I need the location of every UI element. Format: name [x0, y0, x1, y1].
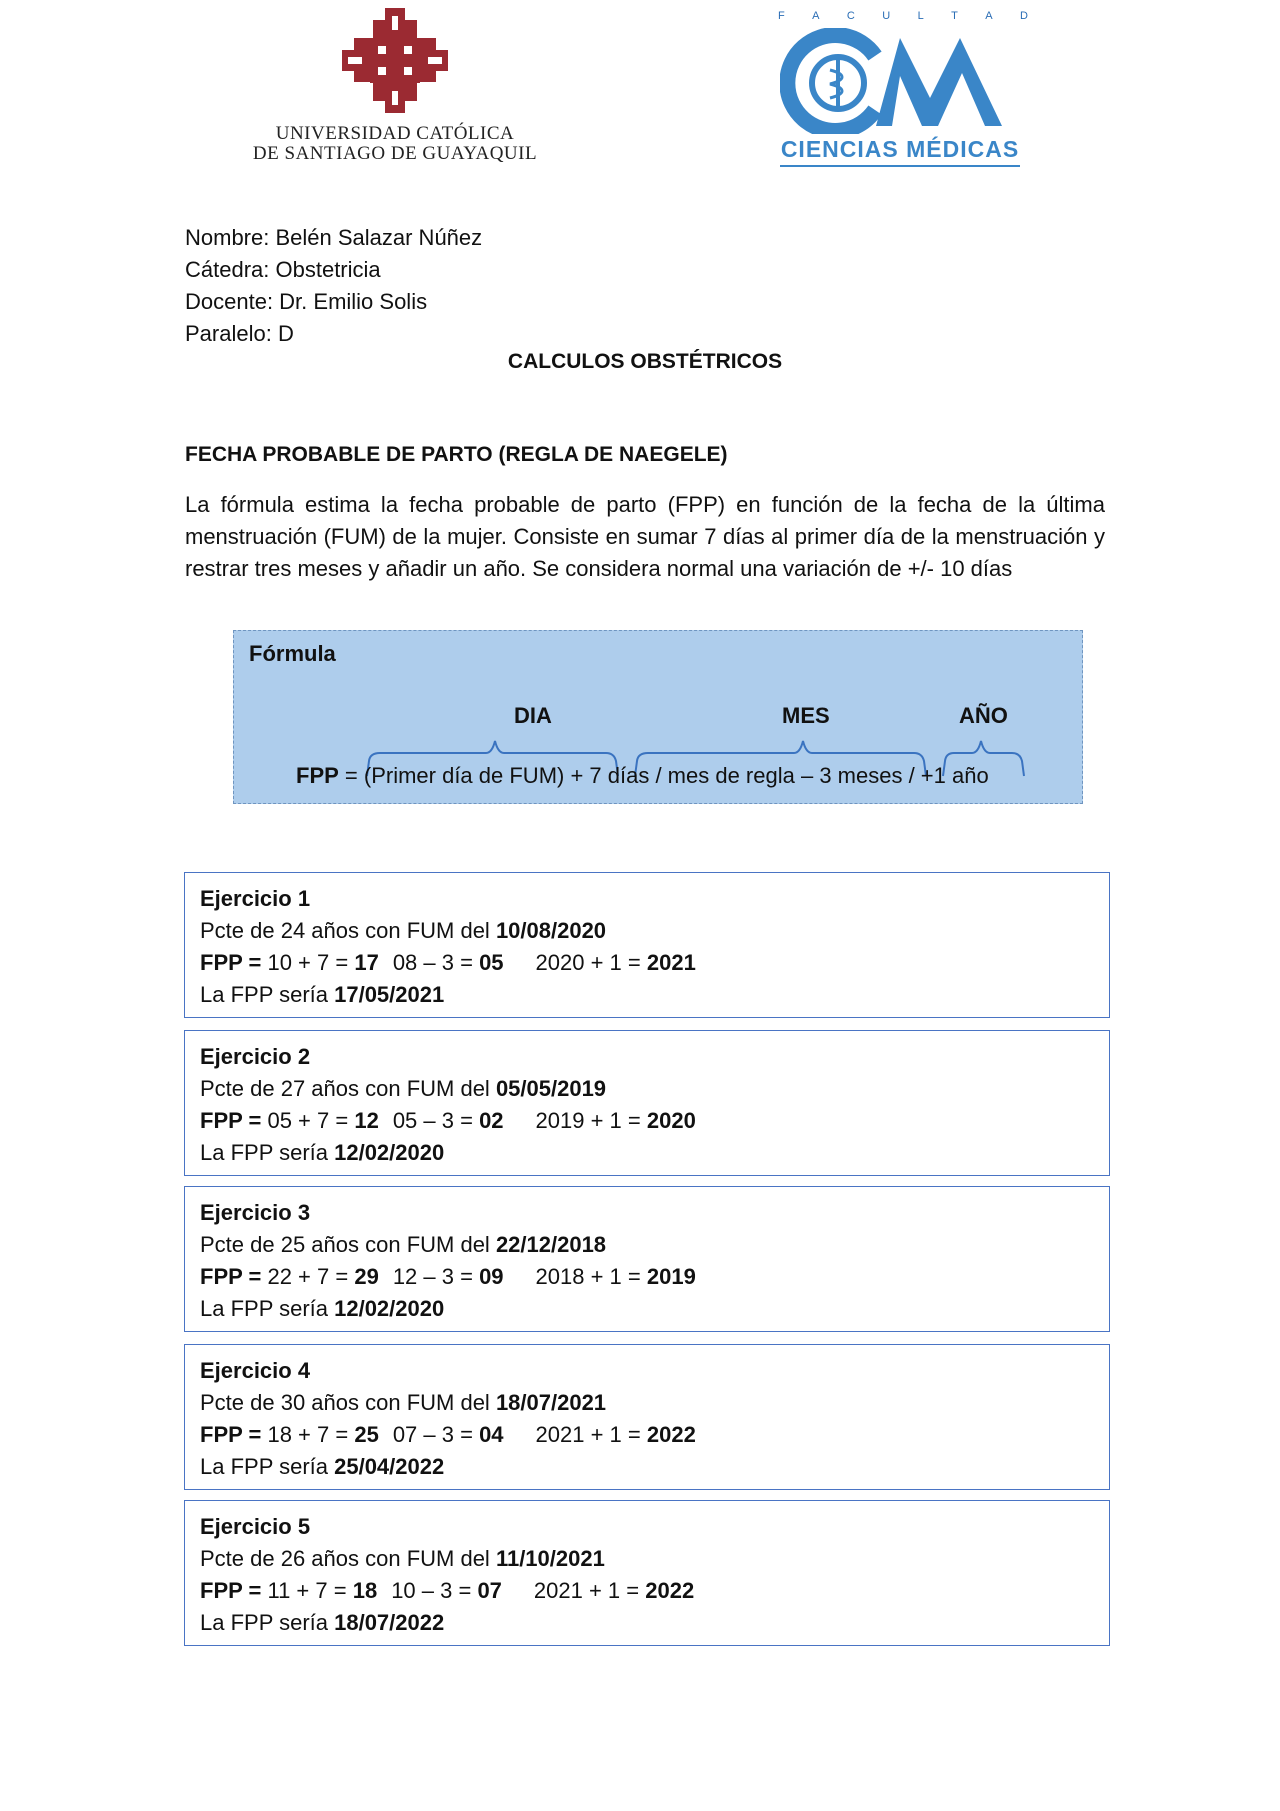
year-calc: 2021 + 1 =: [533, 1578, 646, 1603]
exercise-patient: Pcte de 24 años con FUM del: [200, 918, 496, 943]
facultad-letter: D: [1020, 10, 1028, 22]
day-calc: 10 + 7 =: [261, 950, 355, 975]
exercise-patient: Pcte de 27 años con FUM del: [200, 1076, 496, 1101]
facultad-letter: A: [812, 10, 820, 22]
fpp-label: FPP =: [200, 950, 262, 975]
day-calc: 18 + 7 =: [261, 1422, 355, 1447]
info-paralelo: Paralelo: D: [185, 321, 294, 346]
exercise-calc: [200, 1419, 1094, 1451]
faculty-logo: [770, 10, 1030, 170]
month-result: 02: [479, 1108, 504, 1133]
result-label: La FPP sería: [200, 1454, 335, 1479]
month-calc: 05 – 3 =: [392, 1108, 480, 1133]
result-label: La FPP sería: [200, 982, 335, 1007]
day-result: 18: [352, 1578, 378, 1603]
fpp-label: FPP =: [200, 1264, 262, 1289]
exercise-title: Ejercicio 1: [200, 886, 311, 911]
facultad-letter: L: [917, 10, 924, 22]
section-title: FECHA PROBABLE DE PARTO (REGLA DE NAEGELE): [185, 443, 728, 466]
info-catedra: Cátedra: Obstetricia: [185, 257, 381, 282]
exercise-box-1: [184, 872, 1110, 1018]
exercise-patient: Pcte de 26 años con FUM del: [200, 1546, 496, 1571]
exercise-box-3: [184, 1186, 1110, 1332]
facultad-letter: U: [882, 10, 891, 22]
day-result: 17: [354, 950, 379, 975]
fpp-label: FPP =: [200, 1578, 262, 1603]
document-title: CALCULOS OBSTÉTRICOS: [507, 350, 783, 373]
day-result: 29: [354, 1264, 379, 1289]
exercise-patient: Pcte de 30 años con FUM del: [200, 1390, 496, 1415]
day-result: 12: [354, 1108, 379, 1133]
year-calc: 2021 + 1 =: [535, 1422, 647, 1447]
formula-fpp: FPP: [296, 763, 339, 788]
faculty-name: CIENCIAS MÉDICAS: [780, 136, 1020, 167]
facultad-label: [778, 10, 1028, 22]
crest-icon: [340, 8, 450, 113]
exercise-title: Ejercicio 3: [200, 1200, 311, 1225]
month-result: 05: [479, 950, 504, 975]
facultad-letter: T: [951, 10, 958, 22]
ano-label: AÑO: [959, 703, 1008, 728]
cm-monogram-icon: [780, 28, 1020, 134]
year-result: 2020: [646, 1108, 696, 1133]
result-date: 12/02/2020: [334, 1296, 445, 1321]
formula-equation: [296, 763, 989, 789]
year-result: 2022: [646, 1422, 696, 1447]
year-result: 2019: [646, 1264, 696, 1289]
month-result: 04: [479, 1422, 504, 1447]
exercise-fum: 18/07/2021: [495, 1390, 607, 1415]
month-calc: 12 – 3 =: [392, 1264, 480, 1289]
info-nombre: Nombre: Belén Salazar Núñez: [185, 225, 483, 250]
month-calc: 07 – 3 =: [392, 1422, 480, 1447]
fpp-label: FPP =: [200, 1422, 262, 1447]
exercise-box-2: [184, 1030, 1110, 1176]
exercise-title: Ejercicio 4: [200, 1358, 311, 1383]
year-calc: 2020 + 1 =: [535, 950, 647, 975]
info-docente: Docente: Dr. Emilio Solis: [185, 289, 428, 314]
university-name-line2: DE SANTIAGO DE GUAYAQUIL: [252, 143, 538, 164]
month-calc: 10 – 3 =: [391, 1578, 478, 1603]
exercise-calc: [200, 1105, 1094, 1137]
exercise-fum: 22/12/2018: [495, 1232, 607, 1257]
month-calc: 08 – 3 =: [392, 950, 480, 975]
exercise-fum: 05/05/2019: [495, 1076, 607, 1101]
year-result: 2022: [645, 1578, 695, 1603]
day-calc: 11 + 7 =: [261, 1578, 353, 1603]
exercise-box-4: [184, 1344, 1110, 1490]
exercise-calc: [200, 947, 1094, 979]
university-logo: [230, 8, 560, 168]
year-calc: 2018 + 1 =: [535, 1264, 647, 1289]
exercise-box-5: [184, 1500, 1110, 1646]
result-date: 25/04/2022: [334, 1454, 445, 1479]
day-calc: 22 + 7 =: [261, 1264, 355, 1289]
result-date: 12/02/2020: [334, 1140, 445, 1165]
result-label: La FPP sería: [200, 1610, 335, 1635]
exercise-calc: [200, 1575, 1094, 1607]
exercise-title: Ejercicio 5: [200, 1514, 311, 1539]
dia-label: DIA: [514, 703, 552, 728]
result-label: La FPP sería: [200, 1296, 335, 1321]
exercise-patient: Pcte de 25 años con FUM del: [200, 1232, 496, 1257]
facultad-letter: A: [985, 10, 993, 22]
mes-label: MES: [782, 703, 830, 728]
year-result: 2021: [646, 950, 696, 975]
exercise-fum: 10/08/2020: [495, 918, 607, 943]
fpp-label: FPP =: [200, 1108, 262, 1133]
formula-label: Fórmula: [249, 641, 336, 666]
student-info: [185, 222, 482, 350]
result-label: La FPP sería: [200, 1140, 335, 1165]
exercise-fum: 11/10/2021: [495, 1546, 605, 1571]
formula-box: [233, 630, 1083, 804]
exercise-calc: [200, 1261, 1094, 1293]
day-calc: 05 + 7 =: [261, 1108, 355, 1133]
facultad-letter: C: [846, 10, 855, 22]
exercise-title: Ejercicio 2: [200, 1044, 311, 1069]
year-calc: 2019 + 1 =: [535, 1108, 647, 1133]
month-result: 09: [479, 1264, 504, 1289]
intro-paragraph: La fórmula estima la fecha probable de parto (FPP) en función de la fecha de la última menstruación (FUM) de la mujer. Consiste en sumar 7 días al primer día de la menstruación y restrar tres meses y añadir un año. Se considera normal una variación de +/- 10 días: [185, 492, 1105, 581]
result-date: 17/05/2021: [334, 982, 445, 1007]
formula-expression: = (Primer día de FUM) + 7 días / mes de regla – 3 meses / +1 año: [338, 763, 989, 788]
month-result: 07: [477, 1578, 502, 1603]
result-date: 18/07/2022: [334, 1610, 445, 1635]
facultad-letter: F: [778, 10, 785, 22]
day-result: 25: [354, 1422, 379, 1447]
university-name-line1: UNIVERSIDAD CATÓLICA: [275, 123, 515, 144]
